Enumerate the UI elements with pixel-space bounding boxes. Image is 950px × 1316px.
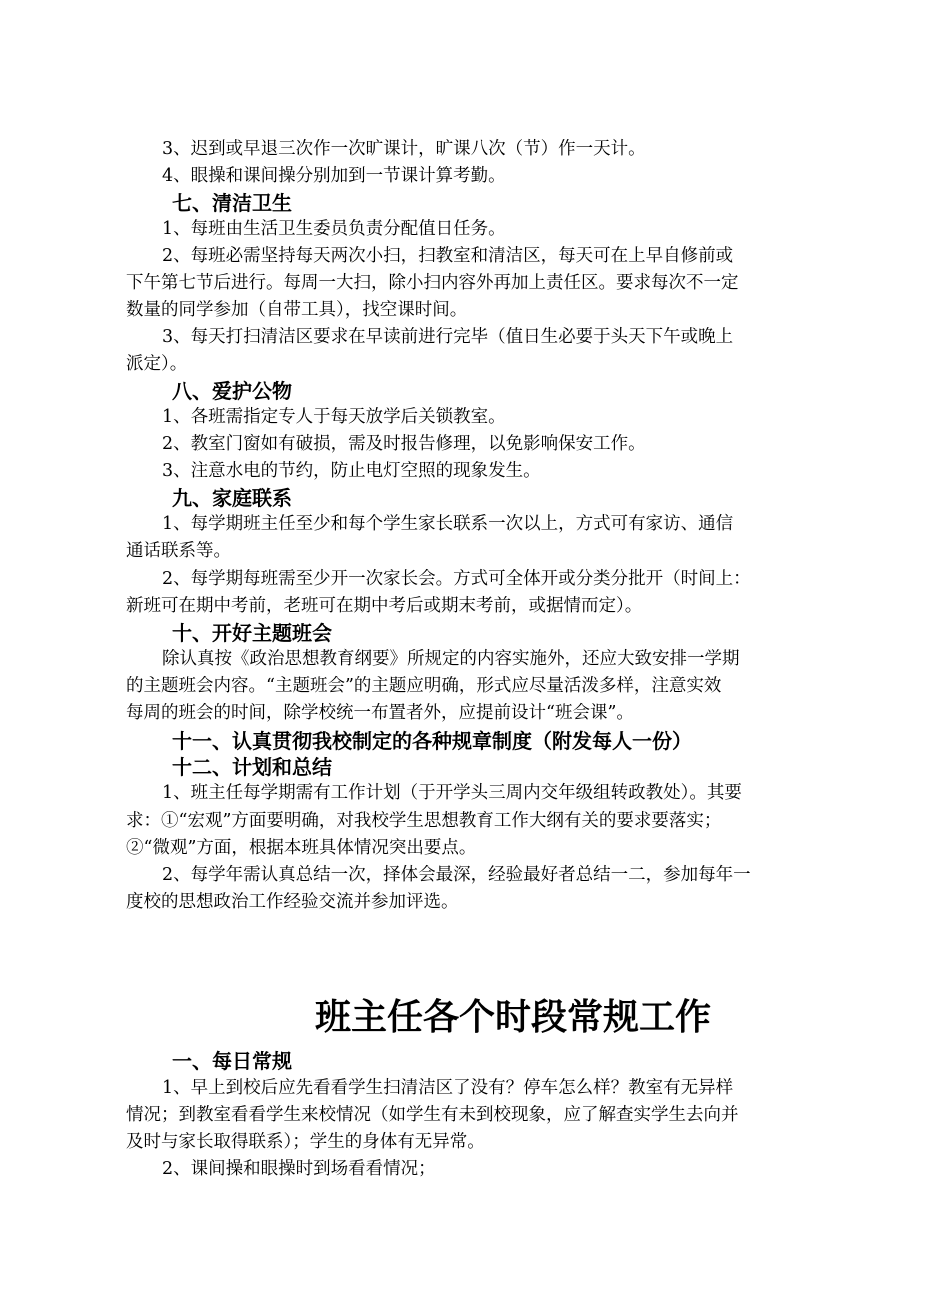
paragraph-line: 3、迟到或早退三次作一次旷课计，旷课八次（节）作一天计。 xyxy=(162,139,646,159)
paragraph-line: 1、每学期班主任至少和每个学生家长联系一次以上，方式可有家访、通信 xyxy=(162,514,734,534)
paragraph-line: 2、每学年需认真总结一次，择体会最深，经验最好者总结一二，参加每年一 xyxy=(162,865,751,885)
page-title: 班主任各个时段常规工作 xyxy=(314,997,711,1038)
section-heading-10: 十、开好主题班会 xyxy=(172,621,332,645)
section-heading-11: 十一、认真贯彻我校制定的各种规章制度（附发每人一份） xyxy=(172,729,692,753)
section-heading-8: 八、爱护公物 xyxy=(172,379,292,403)
section-heading-7: 七、清洁卫生 xyxy=(172,191,292,215)
paragraph-line: 派定）。 xyxy=(126,354,188,374)
paragraph-line: 2、课间操和眼操时到场看看情况； xyxy=(162,1159,436,1179)
paragraph-line: 3、注意水电的节约，防止电灯空照的现象发生。 xyxy=(162,461,541,481)
paragraph-line: 度校的思想政治工作经验交流并参加评选。 xyxy=(126,892,459,912)
paragraph-line: 每周的班会的时间，除学校统一布置者外，应提前设计“班会课”。 xyxy=(126,703,634,723)
paragraph-line: 除认真按《政治思想教育纲要》所规定的内容实施外，还应大致安排一学期 xyxy=(162,649,740,669)
paragraph-line: 2、教室门窗如有破损，需及时报告修理，以免影响保安工作。 xyxy=(162,434,646,454)
section-heading-12: 十二、计划和总结 xyxy=(172,755,332,779)
paragraph-line: 1、班主任每学期需有工作计划（于开学头三周内交年级组转政教处）。其要 xyxy=(162,783,742,803)
paragraph-line: 1、每班由生活卫生委员负责分配值日任务。 xyxy=(162,219,506,239)
paragraph-line: 数量的同学参加（自带工具），找空课时间。 xyxy=(126,300,468,320)
paragraph-line: 4、眼操和课间操分别加到一节课计算考勤。 xyxy=(162,166,506,186)
paragraph-line: 1、早上到校后应先看看学生扫清洁区了没有？停车怎么样？教室有无异样 xyxy=(162,1078,734,1098)
paragraph-line: 新班可在期中考前，老班可在期中考后或期末考前，或据情而定）。 xyxy=(126,596,643,616)
paragraph-line: ②“微观”方面，根据本班具体情况突出要点。 xyxy=(126,838,477,858)
paragraph-line: 2、每班必需坚持每天两次小扫，扫教室和清洁区，每天可在上早自修前或 xyxy=(162,246,734,266)
paragraph-line: 下午第七节后进行。每周一大扫，除小扫内容外再加上责任区。要求每次不一定 xyxy=(126,273,739,293)
paragraph-line: 求：①“宏观”方面要明确，对我校学生思想教育工作大纲有关的要求要落实； xyxy=(126,811,722,831)
paragraph-line: 3、每天打扫清洁区要求在早读前进行完毕（值日生必要于头天下午或晚上 xyxy=(162,327,734,347)
paragraph-line: 情况；到教室看看学生来校情况（如学生有未到校现象，应了解查实学生去向并 xyxy=(126,1105,739,1125)
section-heading-9: 九、家庭联系 xyxy=(172,486,292,510)
paragraph-line: 及时与家长取得联系）；学生的身体有无异常。 xyxy=(126,1132,485,1152)
paragraph-line: 2、每学期每班需至少开一次家长会。方式可全体开或分类分批开（时间上： xyxy=(162,569,751,589)
section-heading-daily: 一、每日常规 xyxy=(172,1049,292,1073)
paragraph-line: 通话联系等。 xyxy=(126,541,231,561)
paragraph-line: 的主题班会内容。“主题班会”的主题应明确，形式应尽量活泼多样，注意实效 xyxy=(126,676,722,696)
paragraph-line: 1、各班需指定专人于每天放学后关锁教室。 xyxy=(162,407,506,427)
